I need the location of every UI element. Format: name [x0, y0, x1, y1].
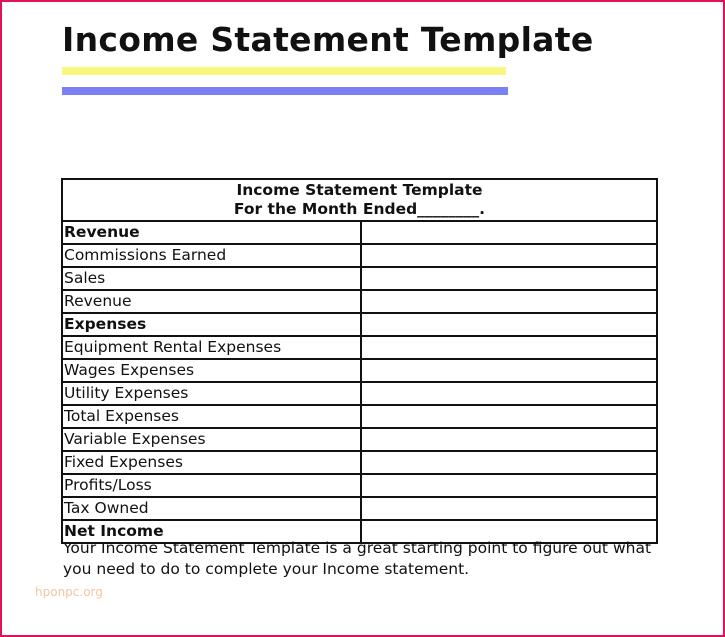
watermark: hponpc.org: [35, 585, 103, 599]
table-row: [62, 451, 657, 474]
table-row: [62, 497, 657, 520]
row-label: Revenue: [62, 290, 361, 313]
row-label: Expenses: [62, 313, 361, 336]
description-text: Your Income Statement Template is a great starting point to figure out what you need to do to complete your Income statement.: [63, 539, 652, 578]
table-row: [62, 428, 657, 451]
table-row: [62, 313, 657, 336]
row-label: Commissions Earned: [62, 244, 361, 267]
table-header-period: For the Month Ended________.: [233, 200, 486, 218]
table-row: [62, 336, 657, 359]
row-value-cell: [361, 359, 657, 382]
yellow-underline-bar: [62, 67, 506, 75]
row-label: Sales: [62, 267, 361, 290]
row-label: Tax Owned: [62, 497, 361, 520]
row-value-cell: [361, 290, 657, 313]
table-row: [62, 221, 657, 244]
row-label: Fixed Expenses: [62, 451, 361, 474]
table-row: [62, 290, 657, 313]
page-title: Income Statement Template: [62, 20, 594, 59]
table-row: [62, 474, 657, 497]
table-row: [62, 267, 657, 290]
row-label: Utility Expenses: [62, 382, 361, 405]
row-value-cell: [361, 336, 657, 359]
row-label: Wages Expenses: [62, 359, 361, 382]
table-header-row: [62, 179, 657, 221]
row-label: Variable Expenses: [62, 428, 361, 451]
row-value-cell: [361, 497, 657, 520]
blue-underline-bar: [62, 87, 508, 95]
row-value-cell: [361, 244, 657, 267]
row-value-cell: [361, 428, 657, 451]
row-value-cell: [361, 313, 657, 336]
row-value-cell: [361, 405, 657, 428]
row-label: Equipment Rental Expenses: [62, 336, 361, 359]
table-header: [62, 179, 657, 221]
row-label: Net Income: [62, 520, 361, 543]
row-value-cell: [361, 382, 657, 405]
table-header-title: Income Statement Template: [236, 181, 483, 199]
row-value-cell: [361, 451, 657, 474]
row-value-cell: [361, 221, 657, 244]
table-row: [62, 405, 657, 428]
row-label: Total Expenses: [62, 405, 361, 428]
table-row: [62, 359, 657, 382]
row-value-cell: [361, 267, 657, 290]
income-statement-table: [61, 178, 658, 544]
table-row: [62, 244, 657, 267]
row-label: Revenue: [62, 221, 361, 244]
row-label: Profits/Loss: [62, 474, 361, 497]
row-value-cell: [361, 474, 657, 497]
table-row: [62, 382, 657, 405]
